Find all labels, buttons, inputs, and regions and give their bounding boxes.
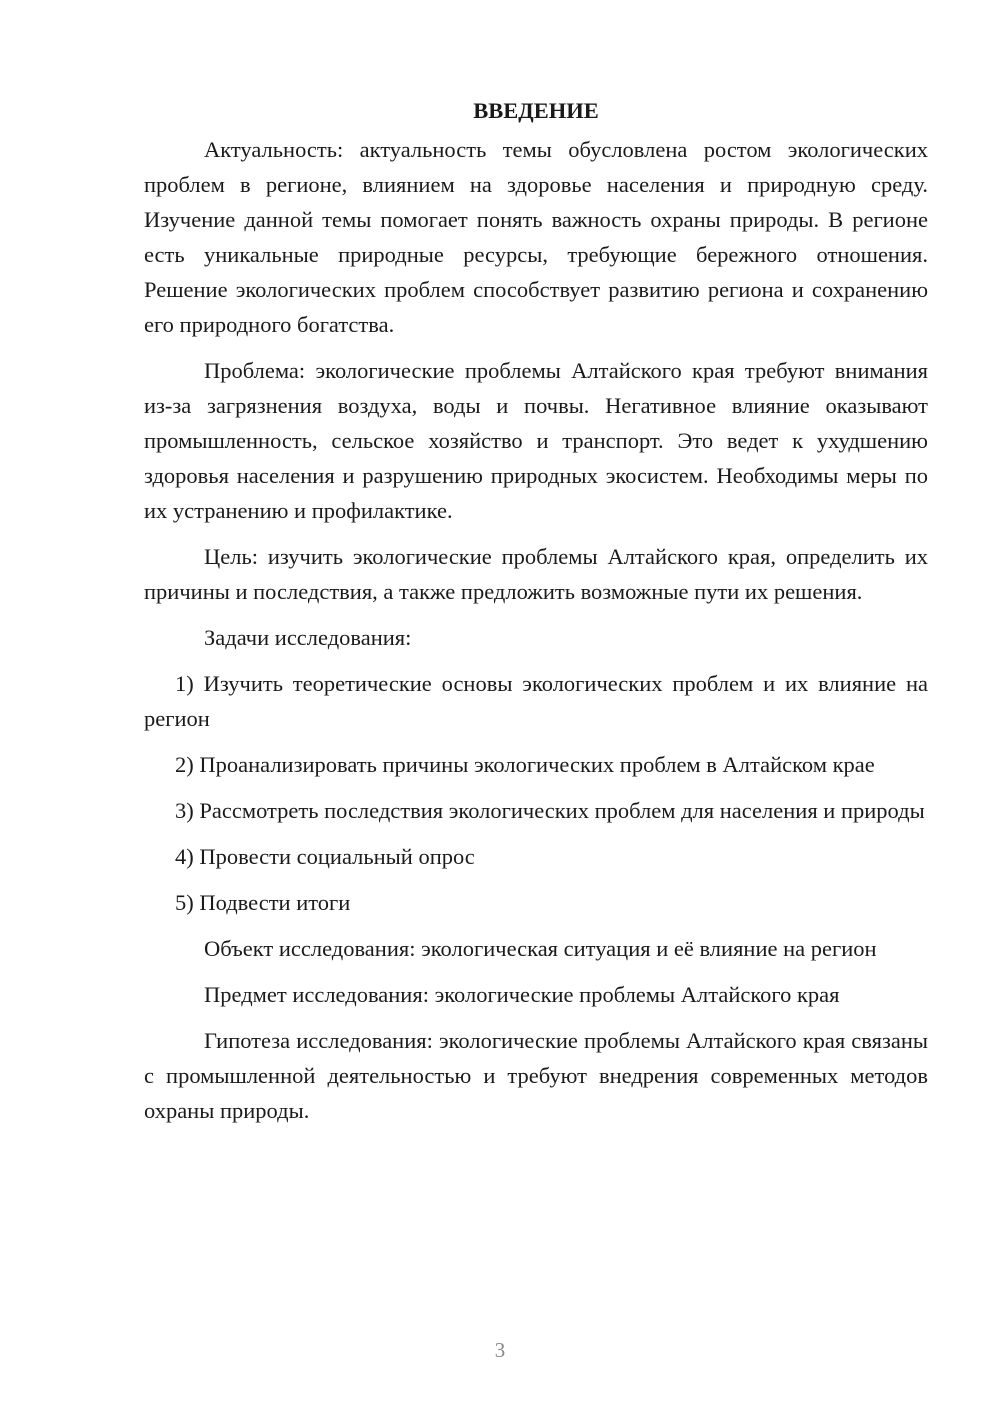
paragraph-tasks-heading: Задачи исследования: (204, 625, 412, 650)
task-item-2: 2) Проанализировать причины экологических проблем в Алтайском крае (175, 752, 875, 777)
task-item-4: 4) Провести социальный опрос (175, 844, 475, 869)
paragraph-problem: Проблема: экологические проблемы Алтайского края требуют внимания из-за загрязнения воздуха, воды и почвы. Негативное влияние оказывают промышленность, сельское хозяйство и транспорт. Это ведет к ухудшению здоровья населения и разрушению природных экосистем. Необходимы меры по их устранению и профилактике. (144, 358, 928, 523)
paragraph-hypothesis: Гипотеза исследования: экологические проблемы Алтайского края связаны с промышленной деятельностью и требуют внедрения современных методов охраны природы. (144, 1028, 928, 1123)
page-title: ВВЕДЕНИЕ (473, 98, 599, 123)
page-number: 3 (494, 1338, 506, 1362)
paragraph-object: Объект исследования: экологическая ситуация и её влияние на регион (204, 936, 877, 961)
paragraph-relevance: Актуальность: актуальность темы обусловлена ростом экологических проблем в регионе, влиянием на здоровье населения и природную среду. Изучение данной темы помогает понять важность охраны природы. В регионе есть уникальные природные ресурсы, требующие бережного отношения. Решение экологических проблем способствует развитию региона и сохранению его природного богатства. (144, 137, 928, 337)
task-item-5: 5) Подвести итоги (175, 890, 351, 915)
task-item-3: 3) Рассмотреть последствия экологических проблем для населения и природы (175, 798, 925, 823)
page-content (144, 93, 928, 1128)
task-item-1: 1) Изучить теоретические основы экологических проблем и их влияние на регион (144, 671, 928, 731)
paragraph-goal: Цель: изучить экологические проблемы Алтайского края, определить их причины и последствия, а также предложить возможные пути их решения. (144, 544, 928, 604)
paragraph-subject: Предмет исследования: экологические проблемы Алтайского края (204, 982, 840, 1007)
